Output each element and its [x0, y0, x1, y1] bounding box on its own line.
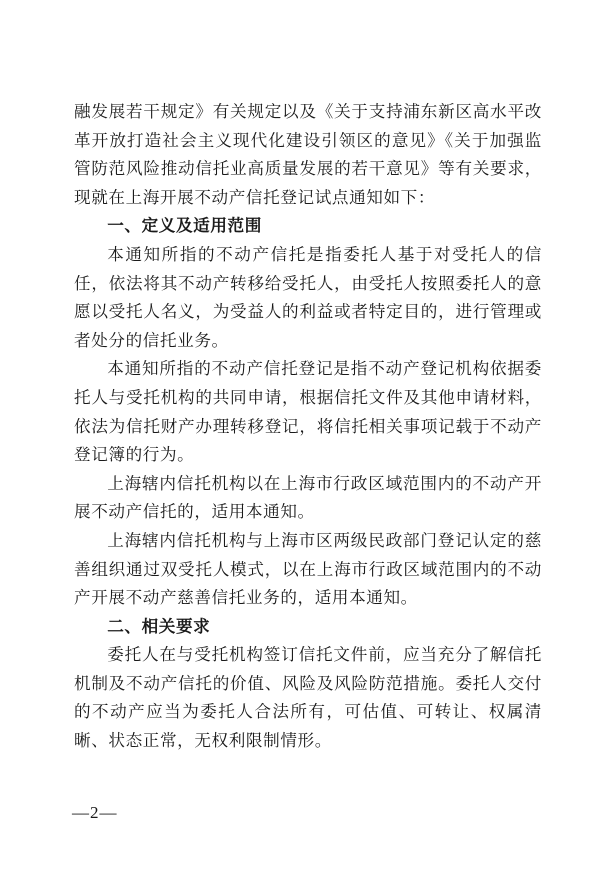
section-heading-definitions: 一、定义及适用范围: [107, 216, 262, 236]
intro-paragraph: 融发展若干规定》有关规定以及《关于支持浦东新区高水平改革开放打造社会主义现代化建设引领区的意见》《关于加强监管防范风险推动信托业高质量发展的若干意见》等有关要求，现就在上海开展不动产信托登记试点通知如下：: [74, 102, 542, 207]
document-body: [74, 98, 542, 756]
page-number: —2—: [72, 803, 118, 822]
paragraph-trust-definition: 本通知所指的不动产信托是指委托人基于对受托人的信任，依法将其不动产转移给受托人，由受托人按照委托人的意愿以受托人名义，为受益人的利益或者特定目的，进行管理或者处分的信托业务。: [74, 244, 542, 350]
paragraph-scope-charity: 上海辖内信托机构与上海市区两级民政部门登记认定的慈善组织通过双受托人模式，以在上海市行政区域范围内的不动产开展不动产慈善信托业务的，适用本通知。: [74, 530, 542, 608]
paragraph-registration-definition: 本通知所指的不动产信托登记是指不动产登记机构依据委托人与受托机构的共同申请，根据信托文件及其他申请材料，依法为信托财产办理转移登记，将信托相关事项记载于不动产登记簿的行为。: [74, 359, 542, 465]
section-heading-requirements: 二、相关要求: [107, 616, 211, 636]
paragraph-scope-trust: 上海辖内信托机构以在上海市行政区域范围内的不动产开展不动产信托的，适用本通知。: [74, 473, 542, 522]
paragraph-requirements: 委托人在与受托机构签订信托文件前，应当充分了解信托机制及不动产信托的价值、风险及风险防范措施。委托人交付的不动产应当为委托人合法所有，可估值、可转让、权属清晰、状态正常，无权利限制情形。: [74, 645, 542, 751]
